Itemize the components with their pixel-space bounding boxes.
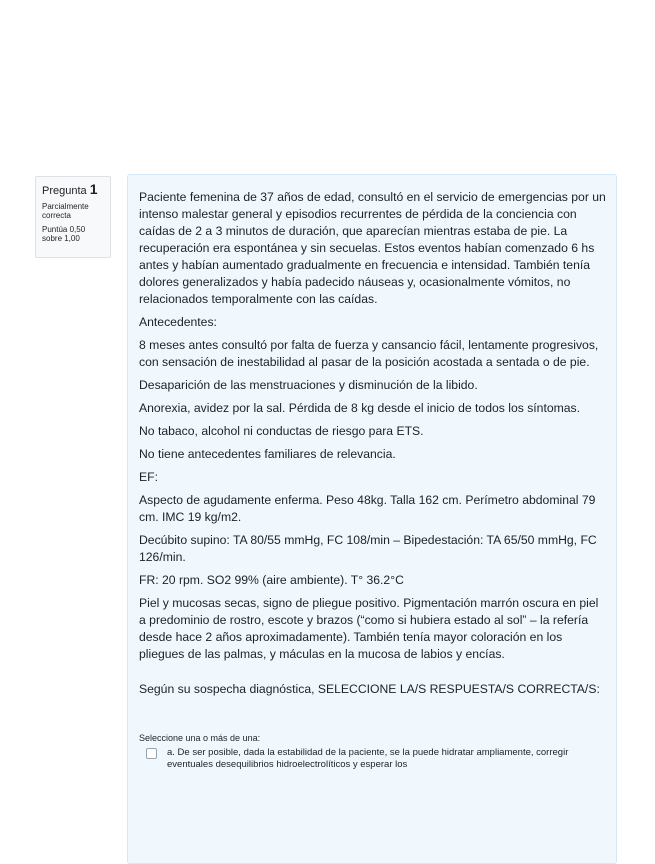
case-paragraph: FR: 20 rpm. SO2 99% (aire ambiente). T° 36.2°C bbox=[139, 573, 404, 587]
question-number bbox=[42, 182, 104, 198]
case-paragraph: 8 meses antes consultó por falta de fuerza y cansancio fácil, lentamente progresivos, con sensación de inestabilidad al pasar de la posición acostada a sentada o de pie. bbox=[139, 338, 599, 369]
question-instruction: Según su sospecha diagnóstica, SELECCIONE LA/S RESPUESTA/S CORRECTA/S: bbox=[139, 682, 600, 696]
case-paragraph: No tabaco, alcohol ni conductas de riesgo para ETS. bbox=[139, 424, 424, 438]
answer-prompt: Seleccione una o más de una: bbox=[139, 733, 261, 743]
question-label: Pregunta bbox=[42, 185, 87, 197]
answer-option-a[interactable] bbox=[139, 747, 606, 771]
question-content bbox=[127, 174, 617, 864]
case-paragraph: Antecedentes: bbox=[139, 315, 217, 329]
question-info-panel bbox=[35, 176, 111, 258]
case-paragraph: Decúbito supino: TA 80/55 mmHg, FC 108/min – Bipedestación: TA 65/50 mmHg, FC 126/min. bbox=[139, 533, 597, 564]
case-paragraph: Paciente femenina de 37 años de edad, consultó en el servicio de emergencias por un intenso malestar general y episodios recurrentes de pérdida de la conciencia con caídas de 2 a 3 minutos de duración, que aparecían mientras estaba de pie. La recuperación era espontánea y sin secuelas. Estos eventos habían comenzado 6 hs antes y habían aumentado gradualmente en frecuencia e intensidad. También tenía dolores generalizados y había padecido náuseas y, ocasionalmente vómitos, no relacionados temporalmente con las caídas. bbox=[139, 190, 606, 306]
case-paragraph: Aspecto de agudamente enferma. Peso 48kg. Talla 162 cm. Perímetro abdominal 79 cm. IMC 19 kg/m2. bbox=[139, 493, 596, 524]
case-paragraph: No tiene antecedentes familiares de relevancia. bbox=[139, 447, 396, 461]
question-grade: Puntúa 0,50 sobre 1,00 bbox=[42, 225, 86, 243]
question-text bbox=[139, 189, 606, 698]
case-paragraph: Piel y mucosas secas, signo de pliegue positivo. Pigmentación marrón oscura en piel a predominio de rostro, escote y brazos (“como si hubiera estado al sol” – la refería desde hace 2 años aproximadamente). También tenía mayor coloración en los pliegues de las palmas, y máculas en la mucosa de labios y encías. bbox=[139, 596, 599, 661]
case-paragraph: Desaparición de las menstruaciones y disminución de la libido. bbox=[139, 378, 478, 392]
answer-block bbox=[139, 732, 606, 771]
answer-option-a-label[interactable]: a. De ser posible, dada la estabilidad de la paciente, se la puede hidratar ampliamente, corregir eventuales desequilibrios hidroelectrolíticos y esperar los bbox=[167, 747, 569, 770]
case-paragraph: Anorexia, avidez por la sal. Pérdida de 8 kg desde el inicio de todos los síntomas. bbox=[139, 401, 581, 415]
case-paragraph: EF: bbox=[139, 470, 158, 484]
answer-option-a-checkbox[interactable] bbox=[146, 748, 157, 759]
question-number-value: 1 bbox=[89, 181, 98, 197]
question-state: Parcialmente correcta bbox=[42, 202, 89, 220]
